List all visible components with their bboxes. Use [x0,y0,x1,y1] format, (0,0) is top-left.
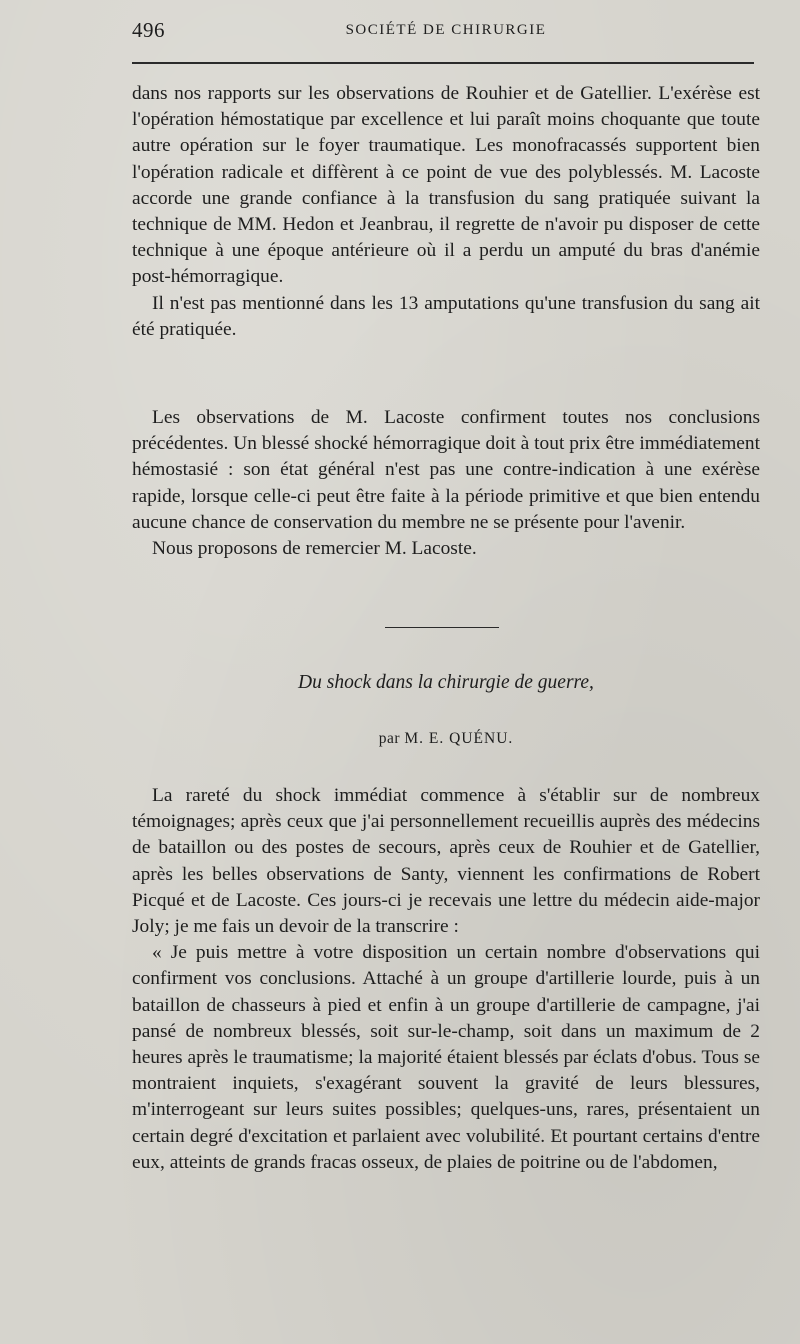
paragraph-quoted-letter: « Je puis mettre à votre disposition un certain nombre d'observations qui confirment vos conclusions. Attaché à un groupe d'artillerie lourde, puis à un bataillon de chasseurs à pied et enfin à un groupe d'artillerie de campagne, j'ai pansé de nombreux blessés, soit sur-le-champ, soit dans un maximum de 2 heures après le traumatisme; la majorité étaient blessés par éclats d'obus. Tous se montraient inquiets, s'exagérant souvent la gravité de leurs blessures, m'interrogeant sur leurs suites possibles; quelques-uns, rares, présentaient un certain degré d'excitation et parlaient avec volubilité. Et pourtant certains d'entre eux, atteints de grands fracas osseux, de plaies de poitrine ou de l'abdomen, [132,942,760,1173]
paragraph: Les observations de M. Lacoste confirment toutes nos conclusions précédentes. Un blessé shocké hémorragique doit à tout prix être immédiatement hémostasié : son état général n'est pas une contre-indication à une exérèse rapide, lorsque celle-ci peut être faite à la période primitive et que bien entendu aucune chance de conservation du membre ne se présente pour l'avenir. [132,407,760,533]
paragraph: La rareté du shock immédiat commence à s'établir sur de nombreux témoignages; après ceux que j'ai personnellement recueillis auprès des médecins de bataillon ou des postes de secours, après ceux de Rouhier et de Gatellier, après les belles observations de Santy, viennent les confirmations de Robert Picqué et de Lacoste. Ces jours-ci je recevais une lettre du médecin aide-major Joly; je me fais un devoir de la transcrire : [132,785,760,938]
header-rule [132,62,754,64]
paragraph: dans nos rapports sur les observations de Rouhier et de Gatellier. L'exérèse est l'opération hémostatique par excellence et lui paraît moins choquante que toute autre opération sur le foyer traumatique. Les monofracassés supportent bien l'opération radicale et diffèrent à ce point de vue des polyblessés. M. Lacoste accorde une grande confiance à la transfusion du sang pratiquée suivant la technique de MM. Hedon et Jeanbrau, il regrette de n'avoir pu disposer de cette technique à une époque antérieure où il a perdu un amputé du bras d'anémie post-hémorragique. [132,83,760,288]
article-title: Du shock dans la chirurgie de guerre, [298,672,594,693]
byline-prefix: par [378,730,401,747]
section-continued-report [132,81,760,343]
section-conclusions [132,405,760,562]
author-name: M. E. QUÉNU. [404,730,514,747]
section-article-body [132,783,760,1176]
page-number: 496 [132,18,165,42]
section-divider [385,627,499,628]
paragraph: Nous proposons de remercier M. Lacoste. [152,538,477,560]
running-title: SOCIÉTÉ DE CHIRURGIE [345,22,547,38]
page-header [132,14,760,48]
paragraph: Il n'est pas mentionné dans les 13 amputations qu'une transfusion du sang ait été pratiquée. [132,292,760,340]
article-byline [132,730,760,748]
